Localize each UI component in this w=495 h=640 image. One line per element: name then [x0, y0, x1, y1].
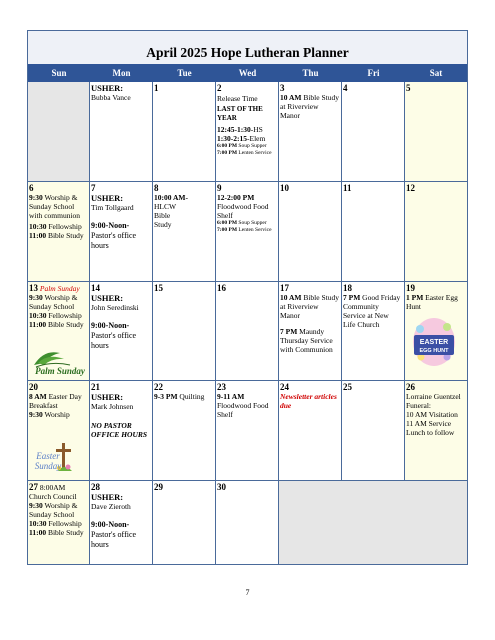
usher-label: USHER: — [91, 392, 124, 402]
day-cell-9[interactable] — [216, 182, 279, 281]
day-number: 3 — [280, 83, 285, 93]
event-text: Bible Study — [47, 320, 84, 329]
easter-sunday-image — [32, 441, 80, 477]
usher-name: Dave Zieroth — [91, 502, 131, 511]
day-number: 17 — [280, 283, 289, 293]
day-cell-18[interactable] — [342, 282, 405, 380]
day-number: 12 — [406, 183, 415, 193]
event-time: 7 PM — [343, 293, 361, 302]
day-number: 11 — [343, 183, 352, 193]
day-number: 29 — [154, 482, 163, 492]
event-text: Fellowship — [48, 311, 82, 320]
event-text: Worship & Sunday School — [29, 293, 78, 311]
event-time: 8 AM — [29, 392, 47, 401]
event-text: 11 AM Service — [406, 419, 452, 428]
event-time: 12-2:00 PM — [217, 193, 255, 202]
egg-hunt-art-text: EGG HUNT — [419, 348, 449, 354]
day-number: 28 — [91, 482, 100, 492]
day-number: 2 — [217, 83, 222, 93]
event-text: HLCW — [154, 202, 177, 211]
day-cell-26[interactable] — [405, 381, 467, 480]
day-cell-24[interactable] — [279, 381, 342, 480]
day-number: 6 — [29, 183, 34, 193]
day-number: 27 — [29, 482, 38, 492]
day-number: 8 — [154, 183, 159, 193]
event-time: 9-11 AM — [217, 392, 245, 401]
event-text: Bible Study — [47, 231, 84, 240]
event-text: NO PASTOR OFFICE HOURS — [91, 421, 148, 439]
day-number: 25 — [343, 382, 352, 392]
event-text: Soup Supper — [238, 143, 267, 149]
day-number: 23 — [217, 382, 226, 392]
day-cell-28[interactable] — [90, 481, 153, 564]
day-number: 4 — [343, 83, 348, 93]
day-cell-8[interactable] — [153, 182, 216, 281]
day-cell-16[interactable] — [216, 282, 279, 380]
event-text: -HS — [250, 125, 263, 134]
day-number: 15 — [154, 283, 163, 293]
usher-label: USHER: — [91, 293, 124, 303]
usher-label: USHER: — [91, 83, 124, 93]
egg-hunt-art-text: EASTER — [419, 339, 449, 346]
week-row-1 — [28, 82, 467, 181]
event-text: Easter Egg Hunt — [406, 293, 458, 311]
day-number: 24 — [280, 382, 289, 392]
calendar-title: April 2025 Hope Lutheran Planner — [28, 31, 467, 65]
usher-label: USHER: — [91, 492, 124, 502]
usher-name: Mark Johnsen — [91, 402, 134, 411]
event-text: Lunch to follow — [406, 428, 455, 437]
event-text: Bible — [154, 211, 171, 220]
day-cell-12[interactable] — [405, 182, 467, 281]
weekday-wed: Wed — [238, 68, 257, 78]
event-text: Pastor's office hours — [91, 530, 137, 549]
day-number: 13 — [29, 283, 38, 293]
day-cell-23[interactable] — [216, 381, 279, 480]
day-number: 19 — [406, 283, 415, 293]
day-cell-1[interactable] — [153, 82, 216, 181]
event-text: LAST OF THE YEAR — [217, 105, 263, 122]
day-number: 9 — [217, 183, 222, 193]
event-time: 9-3 PM — [154, 392, 178, 401]
day-number: 20 — [29, 382, 38, 392]
day-cell-19[interactable] — [405, 282, 467, 380]
page-number: 7 — [245, 588, 250, 597]
event-time: 9:30 — [29, 501, 43, 510]
event-text: Bible Study at Riverview Manor — [280, 93, 339, 120]
event-time: 10 AM — [280, 293, 302, 302]
event-text: Good Friday Community Service at New Life Church — [343, 293, 401, 329]
event-text: Bible Study at Riverview Manor — [280, 293, 339, 320]
event-text: Lenten Service — [238, 227, 272, 233]
day-cell-25[interactable] — [342, 381, 405, 480]
weekday-tue: Tue — [177, 68, 192, 78]
week-row-4 — [28, 380, 467, 480]
event-time: 12:45-1:30 — [217, 125, 251, 134]
event-text: Fellowship — [48, 519, 82, 528]
day-cell-15[interactable] — [153, 282, 216, 380]
day-cell-mon-31[interactable] — [90, 82, 153, 181]
event-time: 9:00-Noon- — [91, 520, 130, 529]
day-cell-empty — [28, 82, 90, 181]
day-cell-2[interactable] — [216, 82, 279, 181]
day-cell-17[interactable] — [279, 282, 342, 380]
event-text: Lorraine Guentzel Funeral: — [406, 392, 461, 410]
day-number: 7 — [91, 183, 96, 193]
usher-name: Bubba Vance — [91, 93, 131, 102]
day-cell-5[interactable] — [405, 82, 467, 181]
event-time: 6:00 PM — [217, 220, 238, 226]
day-number: 10 — [280, 183, 289, 193]
day-cell-29[interactable] — [153, 481, 216, 564]
event-time: 10:30 — [29, 519, 47, 528]
event-text: Pastor's office hours — [91, 331, 137, 350]
day-cell-22[interactable] — [153, 381, 216, 480]
week-row-3 — [28, 281, 467, 380]
day-cell-4[interactable] — [342, 82, 405, 181]
event-text: Study — [154, 220, 172, 229]
event-text: Maundy Thursday Service with Communion — [280, 327, 333, 354]
event-text: Fellowship — [48, 222, 82, 231]
palm-sunday-image — [30, 345, 88, 377]
event-text: Easter Day Breakfast — [29, 392, 82, 410]
weekday-fri: Fri — [367, 68, 380, 78]
easter-egg-hunt-image — [409, 315, 459, 367]
event-time: 1 PM — [406, 293, 424, 302]
day-number: 22 — [154, 382, 163, 392]
event-time: 7 PM — [280, 327, 298, 336]
calendar-grid — [28, 82, 467, 564]
day-number: 21 — [91, 382, 100, 392]
event-time: 7:00 PM — [217, 227, 238, 233]
event-time: 10:30 — [29, 222, 47, 231]
event-time: 11:00 — [29, 528, 47, 537]
event-text: Bible Study — [47, 528, 84, 537]
event-text: 8:00AM Church Council — [29, 483, 77, 501]
event-time: 9:00-Noon- — [91, 321, 130, 330]
event-time: 9:30 — [29, 410, 43, 419]
event-text: Worship & Sunday School — [29, 501, 78, 519]
event-text: Lenten Service — [238, 150, 272, 156]
day-cell-21[interactable] — [90, 381, 153, 480]
event-text: 10 AM Visitation — [406, 410, 458, 419]
day-cell-7[interactable] — [90, 182, 153, 281]
event-text: Worship — [44, 410, 70, 419]
event-text: Soup Supper — [238, 220, 267, 226]
weekday-header — [28, 64, 467, 82]
usher-name: John Seredinski — [91, 303, 139, 312]
day-number: 1 — [154, 83, 159, 93]
event-time: 10:00 AM- — [154, 193, 188, 202]
day-cell-14[interactable] — [90, 282, 153, 380]
event-time: 9:30 — [29, 193, 43, 202]
day-number: 30 — [217, 482, 226, 492]
event-time: 1:30-2:15 — [217, 134, 247, 143]
calendar — [27, 30, 468, 565]
event-text: Newsletter articles due — [280, 392, 337, 410]
day-cell-13[interactable] — [28, 282, 90, 380]
usher-label: USHER: — [91, 193, 124, 203]
day-number: 5 — [406, 83, 411, 93]
weekday-sat: Sat — [429, 68, 443, 78]
event-text: Quilting — [179, 392, 205, 401]
event-text: Floodwood Food Shelf — [217, 401, 269, 419]
day-cell-6[interactable] — [28, 182, 90, 281]
day-number: 26 — [406, 382, 415, 392]
easter-art-text: Sunday — [34, 461, 62, 471]
event-time: 9:30 — [29, 293, 43, 302]
day-cell-11[interactable] — [342, 182, 405, 281]
event-time: 11:00 — [29, 320, 47, 329]
weekday-sun: Sun — [51, 68, 67, 78]
week-row-2 — [28, 181, 467, 281]
weekday-mon: Mon — [112, 68, 131, 78]
day-cell-30[interactable] — [216, 481, 279, 564]
event-time: 10:30 — [29, 311, 47, 320]
day-cell-10[interactable] — [279, 182, 342, 281]
event-time: 7:00 PM — [217, 150, 238, 156]
palm-sunday-art-text: Palm Sunday — [35, 366, 85, 376]
event-text: Release Time — [217, 94, 258, 103]
event-text: Worship & Sunday School with communion — [29, 193, 81, 220]
holiday-label: Palm Sunday — [39, 284, 80, 293]
usher-name: Tim Tollgaard — [91, 203, 134, 212]
day-number: 18 — [343, 283, 352, 293]
event-text: -Elem — [247, 134, 266, 143]
event-text: Floodwood Food Shelf — [217, 202, 269, 220]
week-row-5 — [28, 480, 467, 564]
day-cell-20[interactable] — [28, 381, 90, 480]
event-time: 11:00 — [29, 231, 47, 240]
event-time: 10 AM — [280, 93, 302, 102]
weekday-thu: Thu — [302, 68, 319, 78]
day-number: 14 — [91, 283, 100, 293]
event-text: Pastor's office hours — [91, 231, 137, 250]
event-time: 9:00-Noon- — [91, 221, 130, 230]
event-time: 6:00 PM — [217, 143, 238, 149]
easter-art-text: Easter — [36, 451, 60, 461]
day-cell-3[interactable] — [279, 82, 342, 181]
day-number: 16 — [217, 283, 226, 293]
day-cell-empty — [279, 481, 467, 564]
day-cell-27[interactable] — [28, 481, 90, 564]
